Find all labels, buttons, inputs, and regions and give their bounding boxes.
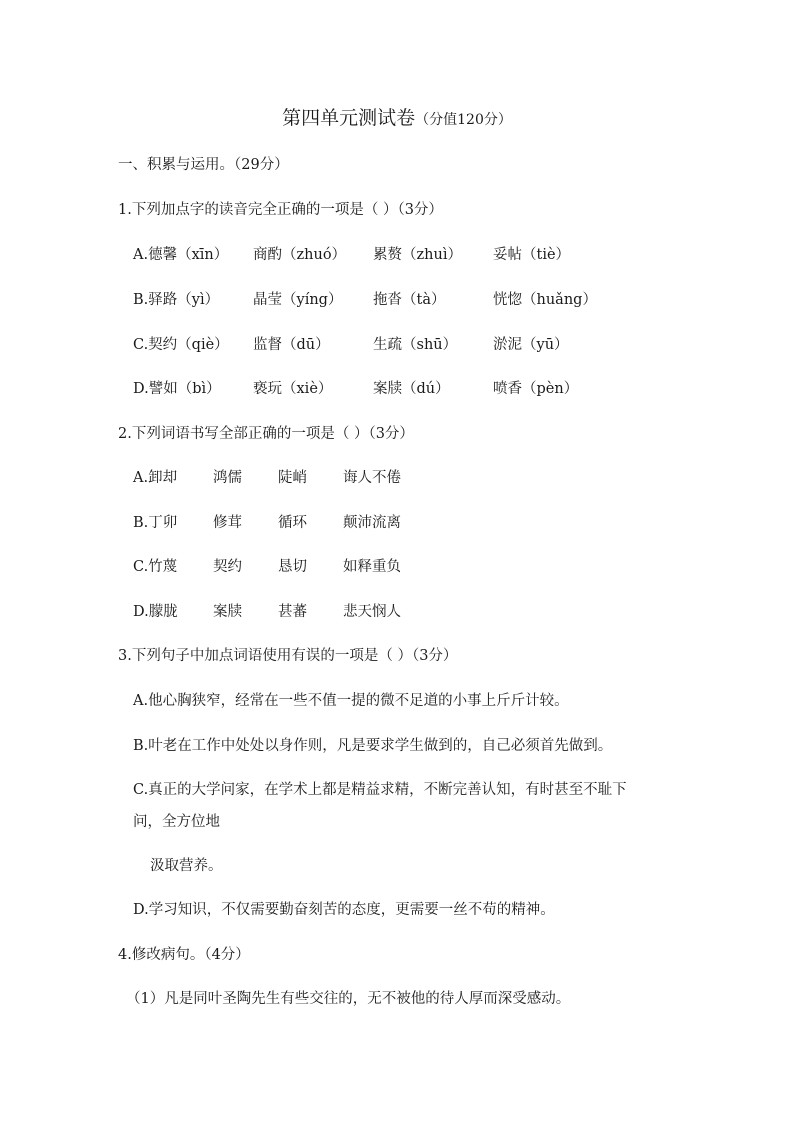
option-item: 如释重负 [343, 559, 401, 575]
option-item: 监督（dū） [253, 337, 330, 353]
question-2-stem: 2.下列词语书写全部正确的一项是（ ）（3分） [118, 426, 414, 442]
question-3-option-b: B.叶老在工作中处处以身作则，凡是要求学生做到的，自己必须首先做到。 [133, 738, 613, 754]
option-item: 淤泥（yū） [493, 337, 569, 353]
option-item: 拖沓（tà） [373, 292, 446, 308]
option-item: A.卸却 [133, 470, 178, 486]
option-item: 契约 [213, 559, 242, 575]
option-item: 亵玩（xiè） [253, 381, 333, 397]
option-item: 案牍（dú） [373, 381, 450, 397]
question-3-option-a: A.他心胸狭窄，经常在一些不值一提的微不足道的小事上斤斤计较。 [133, 693, 569, 709]
question-3-option-d: D.学习知识，不仅需要勤奋刻苦的态度，更需要一丝不苟的精神。 [133, 902, 555, 918]
question-3-option-c: C.真正的大学问家，在学术上都是精益求精，不断完善认知，有时甚至不耻下 [133, 782, 627, 798]
question-1-option-d [133, 378, 578, 400]
title-score: （分值120分） [415, 112, 512, 128]
option-item: 陡峭 [278, 470, 307, 486]
option-item: 累赘（zhuì） [373, 247, 462, 263]
question-1-stem: 1.下列加点字的读音完全正确的一项是（ ）（3分） [118, 202, 443, 218]
question-4-sentence-1: （1）凡是同叶圣陶先生有些交往的，无不被他的待人厚而深受感动。 [126, 991, 571, 1007]
question-2-option-d [133, 601, 401, 623]
option-item: 鸿儒 [213, 470, 242, 486]
option-item: 甚蕃 [278, 604, 307, 620]
option-item: 循环 [278, 515, 307, 531]
option-item: 颠沛流离 [343, 515, 401, 531]
option-item: 喷香（pèn） [493, 381, 579, 397]
option-item: 修茸 [213, 515, 242, 531]
option-item: 恳切 [278, 559, 307, 575]
option-item: 案牍 [213, 604, 242, 620]
option-item: 晶莹（yíng） [253, 292, 343, 308]
question-2-option-b [133, 512, 401, 534]
page-title [0, 104, 794, 134]
option-item: B.驿路（yì） [133, 292, 220, 308]
question-3-option-c-continued: 问，全方位地 [133, 814, 220, 830]
question-1-option-a [133, 244, 570, 266]
option-item: C.契约（qiè） [133, 337, 229, 353]
option-item: C.竹蔑 [133, 559, 178, 575]
option-item: A.德馨（xīn） [133, 247, 229, 263]
title-main: 第四单元测试卷 [282, 107, 416, 129]
option-item: D.譬如（bì） [133, 381, 221, 397]
option-item: 妥帖（tiè） [493, 247, 571, 263]
option-item: D.朦胧 [133, 604, 178, 620]
question-3-stem: 3.下列句子中加点词语使用有误的一项是（ ）（3分） [118, 648, 458, 664]
option-item: 商酌（zhuó） [253, 247, 347, 263]
question-1-option-b [133, 289, 597, 311]
option-item: 悲天悯人 [343, 604, 401, 620]
question-4-stem: 4.修改病句。（4分） [118, 947, 250, 963]
option-item: 恍惚（huǎng） [493, 292, 597, 308]
section-heading: 一、积累与运用。（29分） [118, 157, 289, 173]
question-3-option-c-end: 汲取营养。 [150, 858, 223, 874]
option-item: 生疏（shū） [373, 337, 458, 353]
question-2-option-c [133, 556, 401, 578]
option-item: 诲人不倦 [343, 470, 401, 486]
question-1-option-c [133, 334, 569, 356]
question-2-option-a [133, 467, 401, 489]
option-item: B.丁卯 [133, 515, 178, 531]
